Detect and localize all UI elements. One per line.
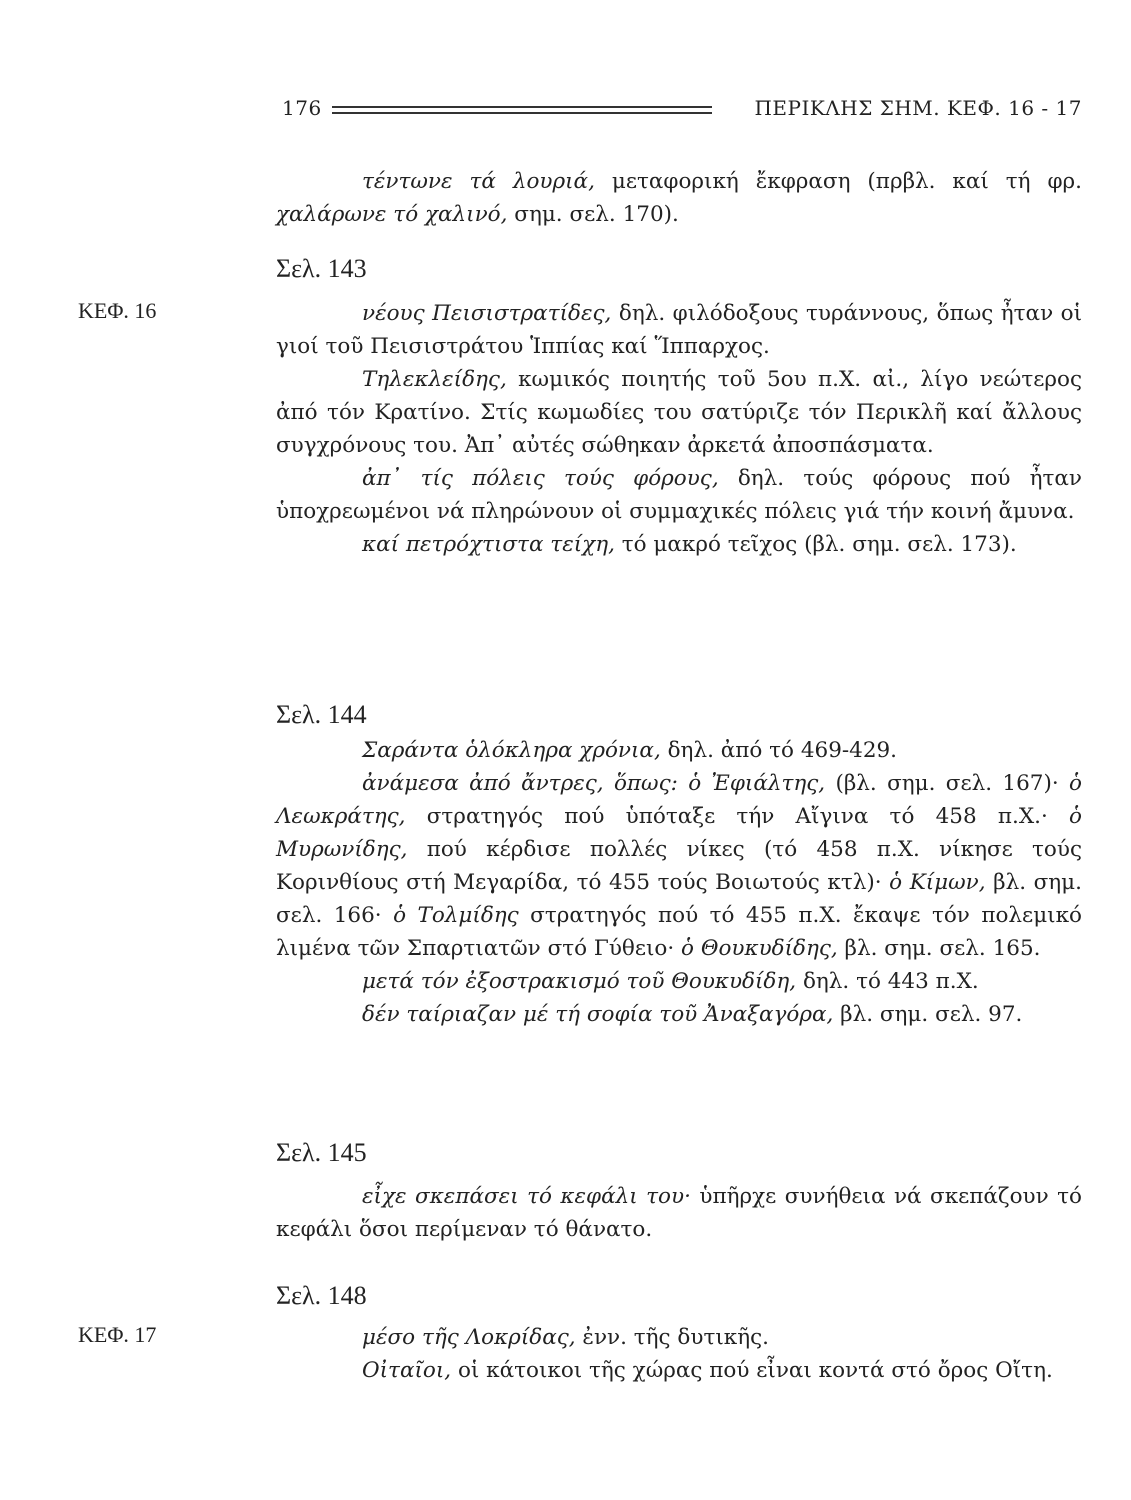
note-text: κωμικός ποιητής τοῦ 5ου π.Χ. αἰ., λίγο νεώτερος ἀπό τόν Κρατίνο. Στίς κωμωδίες του σατύριζε τόν Περικλῆ καί ἄλλους συγχρόνους του. Ἀπ᾿ αὐτές σώθηκαν ἀρκετά ἀποσπάσματα. — [276, 367, 1082, 458]
note-text: δηλ. τό 443 π.Χ. — [796, 969, 979, 994]
note-text: μεταφορική ἔκφραση (πρβλ. καί τή φρ. — [594, 169, 1083, 194]
note-text: οἱ κάτοικοι τῆς χώρας πού εἶναι κοντά στό ὄρος Οἴτη. — [451, 1358, 1053, 1383]
section-heading-148: Σελ. 148 — [276, 1281, 367, 1310]
note-paragraph — [276, 965, 1082, 998]
note-paragraph — [276, 998, 1082, 1031]
section-body-144 — [276, 734, 1082, 1031]
note-text: δηλ. τούς φόρους πού ἦταν ὑποχρεωμένοι νά πληρώνουν οἱ συμμαχικές πόλεις γιά τήν κοινή ἄμυνα. — [276, 466, 1082, 524]
note-text: ὑπῆρχε συνήθεια νά σκεπάζουν τό κεφάλι ὅσοι περίμεναν τό θάνατο. — [276, 1184, 1082, 1242]
running-title: ΠΕΡΙΚΛΗΣ ΣΗΜ. ΚΕΦ. 16 - 17 — [754, 96, 1082, 120]
section-body-148 — [276, 1321, 1082, 1387]
page-number: 176 — [282, 96, 322, 120]
note-paragraph — [276, 1180, 1082, 1246]
note-paragraph — [276, 462, 1082, 528]
section-heading-143: Σελ. 143 — [276, 254, 367, 283]
term: ὁ Λεωκράτης, — [276, 771, 1082, 829]
term: ὁ Μυρωνίδης, — [276, 804, 1082, 862]
term: μετά τόν ἐξοστρακισμό τοῦ Θουκυδίδη, — [362, 969, 797, 994]
note-paragraph — [276, 767, 1082, 965]
term: ἀπ᾿ τίς πόλεις τούς φόρους, — [362, 466, 719, 491]
term: νέους Πεισιστρατίδες, — [362, 301, 612, 326]
term: ὁ Τολμίδης — [393, 903, 519, 928]
margin-chapter-17: ΚΕΦ. 17 — [78, 1322, 157, 1347]
intro-paragraph — [276, 165, 1082, 231]
note-text: βλ. σημ. σελ. 97. — [833, 1002, 1023, 1027]
section-body-143 — [276, 297, 1082, 561]
term: ἀνάμεσα ἀπό ἄντρες, ὅπως: ὁ Ἐφιάλτης, — [362, 771, 826, 796]
term: χαλάρωνε τό χαλινό, — [276, 202, 508, 227]
term: δέν ταίριαζαν μέ τή σοφία τοῦ Ἀναξαγόρα, — [362, 1002, 834, 1027]
note-text: δηλ. ἀπό τό 469-429. — [660, 738, 898, 763]
intro-block — [276, 165, 1082, 231]
term: Τηλεκλείδης, — [362, 367, 507, 392]
note-paragraph — [276, 1321, 1082, 1354]
term: ὁ Κίμων, — [889, 870, 986, 895]
note-text: σημ. σελ. 170). — [507, 202, 679, 227]
term: Οἰταῖοι, — [362, 1358, 452, 1383]
note-text: τό μακρό τεῖχος (βλ. σημ. σελ. 173). — [614, 532, 1017, 557]
note-text: (βλ. σημ. σελ. 167)· — [825, 771, 1070, 796]
term: εἶχε σκεπάσει τό κεφάλι του· — [362, 1184, 691, 1209]
note-paragraph — [276, 528, 1082, 561]
note-paragraph — [276, 1354, 1082, 1387]
note-text: βλ. σημ. σελ. 166· — [276, 870, 1082, 928]
note-paragraph — [276, 363, 1082, 462]
header-rule — [332, 106, 712, 114]
note-text: βλ. σημ. σελ. 165. — [837, 936, 1041, 961]
note-text: στρατηγός πού ὑπόταξε τήν Αἴγινα τό 458 π.Χ.· — [405, 804, 1070, 829]
term: Σαράντα ὁλόκληρα χρόνια, — [362, 738, 661, 763]
term: μέσο τῆς Λοκρίδας, — [362, 1325, 576, 1350]
note-text: δηλ. φιλόδοξους τυράννους, ὅπως ἦταν οἱ γιοί τοῦ Πεισιστράτου Ἱππίας καί Ἵππαρχος. — [276, 301, 1082, 359]
section-body-145 — [276, 1180, 1082, 1246]
note-text: στρατηγός πού τό 455 π.Χ. ἔκαψε τόν πολεμικό λιμένα τῶν Σπαρτιατῶν στό Γύθειο· — [276, 903, 1082, 961]
margin-chapter-16: ΚΕΦ. 16 — [78, 298, 157, 323]
section-heading-144: Σελ. 144 — [276, 700, 367, 729]
term: ὁ Θουκυδίδης, — [681, 936, 838, 961]
term: καί πετρόχτιστα τείχη, — [362, 532, 615, 557]
running-header — [276, 96, 1082, 128]
section-heading-145: Σελ. 145 — [276, 1138, 367, 1167]
note-paragraph — [276, 734, 1082, 767]
note-paragraph — [276, 297, 1082, 363]
note-text: ἐνν. τῆς δυτικῆς. — [575, 1325, 769, 1350]
term: τέντωνε τά λουριά, — [362, 169, 595, 194]
note-text: πού κέρδισε πολλές νίκες (τό 458 π.Χ. νίκησε τούς Κορινθίους στή Μεγαρίδα, τό 455 τούς Βοιωτούς κτλ)· — [276, 837, 1082, 895]
